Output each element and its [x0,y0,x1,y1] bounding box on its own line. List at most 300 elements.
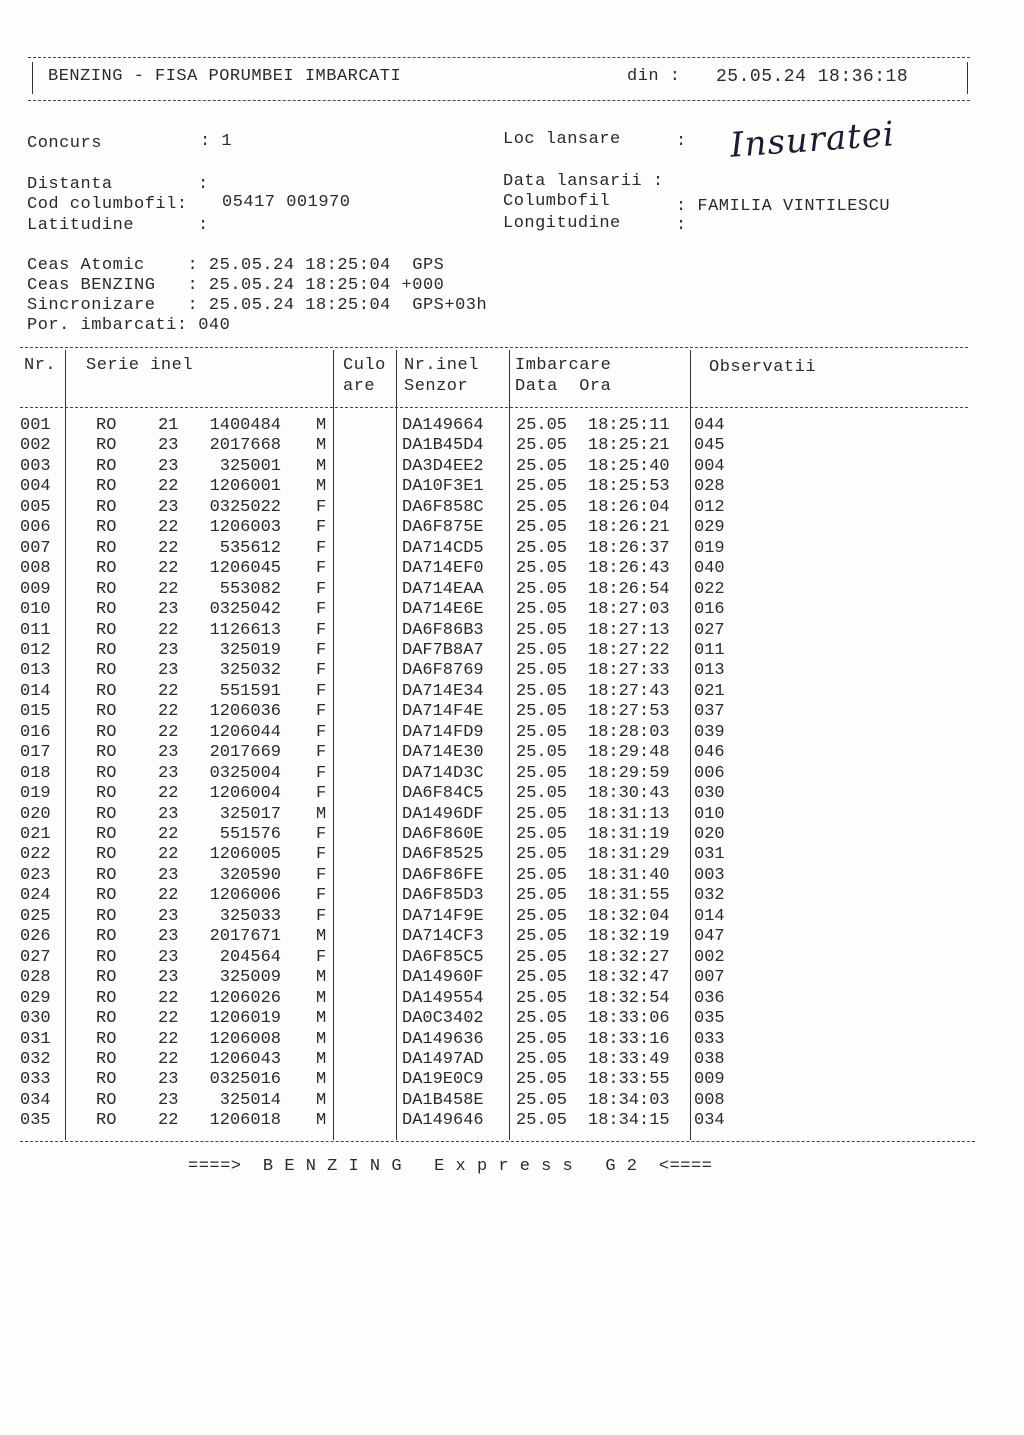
table-top-border [20,347,968,348]
row-date: 25.05 [516,702,568,722]
row-time: 18:27:22 [588,640,670,660]
row-sensor: DA1497AD [402,1049,484,1069]
cod-columbofil-label: Cod columbofil: [27,195,188,214]
row-sensor: DA714D3C [402,763,484,783]
row-number: 020 [20,804,51,824]
row-observation: 014 [694,906,725,926]
row-ring-number: 2017668 [209,436,281,456]
row-sensor: DA714E30 [402,743,484,763]
row-country: RO [96,1009,117,1029]
row-date: 25.05 [516,968,568,988]
row-date: 25.05 [516,845,568,865]
row-number: 034 [20,1090,51,1110]
row-ring-number: 551591 [219,681,281,701]
row-date: 25.05 [516,1049,568,1069]
row-sex: F [316,743,327,763]
row-number: 017 [20,743,51,763]
row-country: RO [96,416,117,435]
row-time: 18:26:37 [588,538,670,558]
header-culoare-1: Culo [343,356,386,375]
row-year: 22 [158,620,179,640]
row-country: RO [96,825,117,844]
row-sensor: DA19E0C9 [402,1070,484,1090]
por-imbarcati-line: Por. imbarcati: 040 [27,316,231,335]
row-time: 18:30:43 [588,784,670,804]
row-ring-number: 2017669 [209,743,281,763]
row-time: 18:25:21 [588,436,670,456]
table-row [0,927,1024,948]
handwritten-release-location: Insuratei [728,114,897,166]
row-country: RO [96,865,117,885]
row-time: 18:28:03 [588,722,670,742]
row-observation: 036 [694,988,725,1008]
row-sex: F [316,702,327,722]
row-time: 18:29:48 [588,743,670,763]
row-sex: M [316,927,327,947]
row-time: 18:29:59 [588,763,670,783]
row-year: 23 [158,497,179,517]
row-observation: 029 [694,518,725,538]
row-year: 22 [158,886,179,906]
row-observation: 002 [694,947,725,967]
row-date: 25.05 [516,988,568,1008]
row-number: 004 [20,477,51,497]
row-sensor: DA149636 [402,1029,484,1049]
row-observation: 046 [694,743,725,763]
row-sex: F [316,497,327,517]
row-observation: 022 [694,579,725,599]
row-observation: 047 [694,927,725,947]
row-observation: 004 [694,456,725,476]
row-observation: 011 [694,640,725,660]
row-sensor: DA6F86B3 [402,620,484,640]
table-row [0,948,1024,969]
row-sensor: DA6F85C5 [402,947,484,967]
row-time: 18:25:53 [588,477,670,497]
row-country: RO [96,497,117,517]
row-sex: F [316,784,327,804]
row-ring-number: 325009 [219,968,281,988]
header-top-border [28,57,970,58]
row-sex: F [316,518,327,538]
row-number: 027 [20,947,51,967]
concurs-label: Concurs [27,134,102,153]
row-sex: M [316,436,327,456]
table-row [0,1070,1024,1091]
row-observation: 039 [694,722,725,742]
latitudine-value: : [198,216,209,235]
row-sensor: DA149646 [402,1111,484,1131]
row-country: RO [96,722,117,742]
row-sensor: DA714F4E [402,702,484,722]
row-number: 001 [20,416,51,435]
row-ring-number: 325014 [219,1090,281,1110]
row-year: 23 [158,600,179,620]
row-year: 23 [158,968,179,988]
row-number: 035 [20,1111,51,1131]
table-row [0,1091,1024,1112]
table-row [0,539,1024,560]
row-year: 23 [158,1070,179,1090]
row-observation: 033 [694,1029,725,1049]
row-number: 025 [20,906,51,926]
table-row [0,805,1024,826]
row-time: 18:27:03 [588,600,670,620]
table-row [0,723,1024,744]
header-imbarcare-2: Data Ora [515,377,612,396]
row-number: 006 [20,518,51,538]
row-number: 022 [20,845,51,865]
table-row [0,641,1024,662]
row-sex: M [316,988,327,1008]
row-number: 007 [20,538,51,558]
row-country: RO [96,906,117,926]
row-observation: 008 [694,1090,725,1110]
row-sensor: DA1B45D4 [402,436,484,456]
row-year: 22 [158,477,179,497]
row-sex: M [316,1049,327,1069]
row-date: 25.05 [516,600,568,620]
row-sensor: DA149554 [402,988,484,1008]
row-date: 25.05 [516,681,568,701]
row-sex: F [316,661,327,681]
row-number: 031 [20,1029,51,1049]
row-country: RO [96,681,117,701]
row-country: RO [96,784,117,804]
row-sex: F [316,906,327,926]
row-country: RO [96,968,117,988]
row-sensor: DA6F8769 [402,661,484,681]
header-culoare-2: are [343,377,376,396]
row-ring-number: 1206018 [209,1111,281,1131]
row-country: RO [96,620,117,640]
row-time: 18:27:53 [588,702,670,722]
row-date: 25.05 [516,497,568,517]
ceas-atomic-line: Ceas Atomic : 25.05.24 18:25:04 GPS [27,256,445,275]
row-ring-number: 1206003 [209,518,281,538]
row-year: 21 [158,416,179,435]
table-row [0,845,1024,866]
row-ring-number: 1206005 [209,845,281,865]
row-ring-number: 1206026 [209,988,281,1008]
row-sex: M [316,968,327,988]
row-sensor: DA6F875E [402,518,484,538]
row-time: 18:34:15 [588,1111,670,1131]
row-country: RO [96,579,117,599]
row-sex: F [316,947,327,967]
table-row [0,661,1024,682]
row-observation: 035 [694,1009,725,1029]
row-country: RO [96,927,117,947]
row-ring-number: 1206008 [209,1029,281,1049]
row-sex: F [316,538,327,558]
row-sensor: DA714F9E [402,906,484,926]
header-nr-inel-2: Senzor [404,377,469,396]
table-row [0,457,1024,478]
row-number: 010 [20,600,51,620]
row-ring-number: 325017 [219,804,281,824]
table-row [0,559,1024,580]
row-country: RO [96,1070,117,1090]
row-number: 033 [20,1070,51,1090]
table-row [0,682,1024,703]
row-country: RO [96,743,117,763]
row-sensor: DA6F86FE [402,865,484,885]
row-country: RO [96,1090,117,1110]
row-time: 18:32:54 [588,988,670,1008]
row-country: RO [96,538,117,558]
row-sex: M [316,416,327,435]
row-time: 18:27:33 [588,661,670,681]
row-year: 23 [158,906,179,926]
row-date: 25.05 [516,763,568,783]
row-observation: 037 [694,702,725,722]
row-sensor: DA714E34 [402,681,484,701]
row-observation: 007 [694,968,725,988]
row-time: 18:26:04 [588,497,670,517]
row-time: 18:33:16 [588,1029,670,1049]
row-sensor: DA714FD9 [402,722,484,742]
row-year: 23 [158,804,179,824]
row-date: 25.05 [516,620,568,640]
row-sex: F [316,865,327,885]
latitudine-label: Latitudine [27,216,135,235]
row-ring-number: 0325022 [209,497,281,517]
row-ring-number: 1400484 [209,416,281,435]
header-serie-inel: Serie inel [86,356,194,375]
row-time: 18:32:04 [588,906,670,926]
row-number: 012 [20,640,51,660]
table-row [0,989,1024,1010]
row-year: 23 [158,640,179,660]
row-sensor: DA714EF0 [402,559,484,579]
row-sex: M [316,1070,327,1090]
row-time: 18:33:49 [588,1049,670,1069]
row-country: RO [96,702,117,722]
row-year: 22 [158,845,179,865]
row-time: 18:26:43 [588,559,670,579]
row-date: 25.05 [516,538,568,558]
row-year: 22 [158,518,179,538]
row-date: 25.05 [516,722,568,742]
row-sex: F [316,640,327,660]
row-number: 005 [20,497,51,517]
longitudine-label: Longitudine [503,214,621,233]
table-row [0,764,1024,785]
row-observation: 006 [694,763,725,783]
row-number: 018 [20,763,51,783]
row-country: RO [96,763,117,783]
row-number: 024 [20,886,51,906]
row-sex: F [316,763,327,783]
row-observation: 045 [694,436,725,456]
row-ring-number: 1206045 [209,559,281,579]
table-row [0,825,1024,846]
row-number: 028 [20,968,51,988]
row-sex: F [316,681,327,701]
row-time: 18:26:21 [588,518,670,538]
row-time: 18:32:27 [588,947,670,967]
row-number: 030 [20,1009,51,1029]
row-date: 25.05 [516,906,568,926]
row-ring-number: 1206043 [209,1049,281,1069]
row-year: 22 [158,784,179,804]
row-sensor: DA1B458E [402,1090,484,1110]
row-sensor: DA3D4EE2 [402,456,484,476]
row-sex: F [316,845,327,865]
row-country: RO [96,661,117,681]
row-ring-number: 535612 [219,538,281,558]
row-time: 18:27:43 [588,681,670,701]
row-ring-number: 0325042 [209,600,281,620]
row-time: 18:31:13 [588,804,670,824]
row-year: 22 [158,1029,179,1049]
sincronizare-line: Sincronizare : 25.05.24 18:25:04 GPS+03h [27,296,488,315]
table-row [0,1050,1024,1071]
row-observation: 027 [694,620,725,640]
row-ring-number: 0325004 [209,763,281,783]
row-sensor: DA149664 [402,416,484,435]
row-sensor: DA6F85D3 [402,886,484,906]
table-row [0,907,1024,928]
row-time: 18:31:29 [588,845,670,865]
row-sensor: DA1496DF [402,804,484,824]
row-time: 18:33:55 [588,1070,670,1090]
row-date: 25.05 [516,1070,568,1090]
row-country: RO [96,988,117,1008]
row-sensor: DA6F84C5 [402,784,484,804]
row-country: RO [96,947,117,967]
row-country: RO [96,804,117,824]
row-sensor: DA6F8525 [402,845,484,865]
row-sensor: DA6F860E [402,825,484,844]
row-observation: 031 [694,845,725,865]
row-number: 011 [20,620,51,640]
row-sensor: DAF7B8A7 [402,640,484,660]
row-sex: F [316,886,327,906]
row-observation: 040 [694,559,725,579]
row-observation: 009 [694,1070,725,1090]
row-sex: M [316,1111,327,1131]
row-number: 029 [20,988,51,1008]
row-date: 25.05 [516,784,568,804]
row-observation: 013 [694,661,725,681]
row-date: 25.05 [516,559,568,579]
row-sex: M [316,477,327,497]
row-number: 023 [20,865,51,885]
table-row [0,743,1024,764]
row-observation: 019 [694,538,725,558]
row-number: 019 [20,784,51,804]
loc-lansare-sep: : [676,132,687,151]
row-observation: 020 [694,825,725,844]
row-country: RO [96,477,117,497]
row-sensor: DA10F3E1 [402,477,484,497]
longitudine-value: : [676,216,687,235]
row-ring-number: 1206001 [209,477,281,497]
cod-columbofil-value: 05417 001970 [222,193,351,212]
columbofil-label: Columbofil [503,192,611,211]
table-row [0,1009,1024,1030]
row-observation: 021 [694,681,725,701]
row-observation: 044 [694,416,725,435]
row-date: 25.05 [516,927,568,947]
table-bottom-border [20,1141,975,1142]
row-ring-number: 0325016 [209,1070,281,1090]
row-year: 23 [158,865,179,885]
row-sensor: DA714EAA [402,579,484,599]
row-sensor: DA714CF3 [402,927,484,947]
row-time: 18:32:47 [588,968,670,988]
row-time: 18:31:19 [588,825,670,844]
row-date: 25.05 [516,947,568,967]
row-date: 25.05 [516,456,568,476]
table-row [0,498,1024,519]
header-nr: Nr. [24,356,57,375]
row-observation: 016 [694,600,725,620]
row-observation: 034 [694,1111,725,1131]
row-observation: 032 [694,886,725,906]
row-date: 25.05 [516,865,568,885]
row-sex: M [316,1090,327,1110]
concurs-value: : 1 [200,132,233,151]
row-date: 25.05 [516,1009,568,1029]
table-row [0,968,1024,989]
row-year: 22 [158,538,179,558]
header-observatii: Observatii [709,358,817,377]
row-time: 18:32:19 [588,927,670,947]
row-year: 22 [158,1049,179,1069]
row-ring-number: 1206004 [209,784,281,804]
row-number: 002 [20,436,51,456]
row-sex: M [316,804,327,824]
row-date: 25.05 [516,743,568,763]
row-year: 22 [158,559,179,579]
table-row [0,518,1024,539]
row-ring-number: 1206044 [209,722,281,742]
row-year: 22 [158,579,179,599]
table-row [0,886,1024,907]
row-observation: 030 [694,784,725,804]
row-date: 25.05 [516,579,568,599]
row-number: 003 [20,456,51,476]
row-country: RO [96,1049,117,1069]
row-sex: F [316,579,327,599]
row-year: 22 [158,988,179,1008]
row-time: 18:26:54 [588,579,670,599]
row-year: 23 [158,763,179,783]
row-date: 25.05 [516,825,568,844]
row-country: RO [96,1029,117,1049]
header-nr-inel-1: Nr.inel [404,356,479,375]
row-sex: M [316,1009,327,1029]
row-year: 22 [158,702,179,722]
row-time: 18:31:40 [588,865,670,885]
row-number: 015 [20,702,51,722]
row-date: 25.05 [516,661,568,681]
row-observation: 003 [694,865,725,885]
table-row [0,784,1024,805]
table-row [0,600,1024,621]
row-sensor: DA714E6E [402,600,484,620]
row-date: 25.05 [516,804,568,824]
table-row [0,477,1024,498]
row-ring-number: 204564 [219,947,281,967]
row-date: 25.05 [516,1111,568,1131]
row-year: 23 [158,436,179,456]
table-row [0,1111,1024,1132]
row-time: 18:25:11 [588,416,670,435]
